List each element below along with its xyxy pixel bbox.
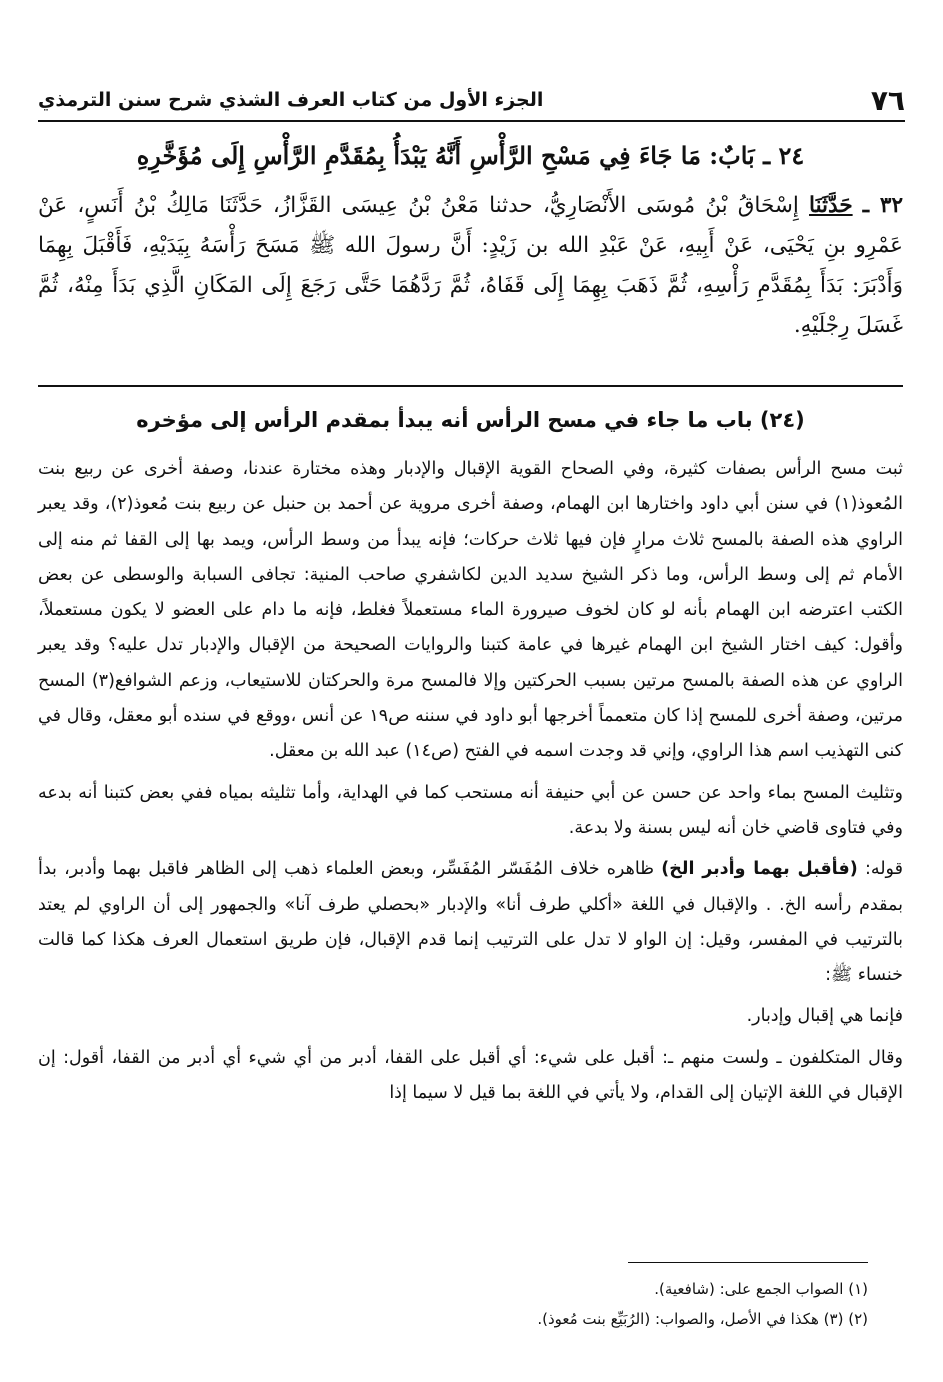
footnote-rule	[628, 1262, 868, 1263]
paragraph-3-quote: (فأقبل بهما وأدبر الخ)	[661, 859, 858, 880]
commentary-title: (٢٤) باب ما جاء في مسح الرأس أنه يبدأ بمقدم الرأس إلى مؤخره	[136, 408, 805, 432]
running-title: الجزء الأول من كتاب العرف الشذي شرح سنن الترمذي	[38, 89, 544, 111]
footnote-2: (٢) (٣) هكذا في الأصل، والصواب: (الرُبَيِّع بنت مُعوذ).	[537, 1310, 868, 1328]
hadith-block	[38, 138, 903, 346]
paragraph-3-lead: قوله:	[864, 859, 903, 880]
hadith-number: ٣٢ ـ	[862, 193, 903, 218]
footnote-1: (١) الصواب الجمع على: (شافعية).	[654, 1280, 868, 1298]
page-header	[38, 80, 905, 122]
hadith-body: إِسْحَاقُ بْنُ مُوسَى الأَنْصَارِيُّ، حدثنا مَعْنُ بْنُ عِيسَى القَزَّازُ، حَدَّثَنَا مَالِكُ بْنُ أَنَسٍ، عَنْ عَمْرِو بنِ يَحْيَى، عَنْ أَبِيهِ، عَنْ عَبْدِ الله بن زَيْدٍ: أَنَّ رسولَ الله ﷺ مَسَحَ رَأْسَهُ بِيَدَيْهِ، فَأَقْبَلَ بِهِمَا وَأَدْبَرَ: بَدَأَ بِمُقَدَّمِ رَأْسِهِ، ثُمَّ ذَهَبَ بِهِمَا إِلَى قَفَاهُ، ثُمَّ رَدَّهُمَا حَتَّى رَجَعَ إِلَى المَكَانِ الَّذِي بَدَأَ مِنْهُ، ثُمَّ غَسَلَ رِجْلَيْهِ.	[38, 193, 903, 338]
page-number: ٧٦	[870, 83, 905, 117]
chapter-title: ٢٤ ـ بَابٌ: مَا جَاءَ فِي مَسْحِ الرَّأْسِ أَنَّهُ يَبْدَأُ بِمُقَدَّمِ الرَّأْسِ إِلَى مُؤَخَّرِهِ	[136, 141, 805, 170]
commentary-paragraph-3	[38, 852, 903, 993]
commentary-paragraph-4: وقال المتكلفون ـ ولست منهم ـ: أقبل على شيء: أي أقبل على القفا، أدبر من أي شيء أي أدبر من القفا، أقول: إن الإقبال في اللغة الإتيان إلى القدام، ولا يأتي في اللغة بما قيل لا سيما إذا	[38, 1047, 903, 1104]
hadith-opening: حَدَّثَنَا	[809, 193, 853, 218]
paragraph-3-rest: ظاهره خلاف المُفَسّر المُفَسِّر، وبعض العلماء ذهب إلى الظاهر فاقبل بهما وأدبر، بدأ بمقدم رأسه الخ. . والإقبال في اللغة «أكلي طرف أنا» والإدبار «بحصلي طرف آنا» والجمهور إلى أن الراوي لم يعتد بالترتيب في المفسر، وقيل: إن الواو لا تدل على الترتيب إنما قدم الإقبال، فإن طريق استعمال العرف هكذا كما قالت خنساء ﷺ:	[38, 859, 903, 986]
commentary	[38, 400, 903, 1117]
verse-line: فإنما هي إقبال وإدبار.	[746, 1006, 903, 1027]
footnotes	[38, 1274, 868, 1334]
commentary-paragraph-2: وتثليث المسح بماء واحد عن حسن عن أبي حنيفة أنه مستحب كما في الهداية، وأما تثليثه بمياه ففي بعض كتبنا أنه بدعه وفي فتاوى قاضي خان أنه ليس بسنة ولا بدعة.	[38, 782, 903, 838]
commentary-paragraph-1: ثبت مسح الرأس بصفات كثيرة، وفي الصحاح القوية الإقبال والإدبار وهذه مختارة عندنا، وصفة أخرى عن ربيع بنت المُعوذ(١) في سنن أبي داود واختارها ابن الهمام، وصفة أخرى مروية عن أحمد بن حنبل عن ربيع بنت مُعوذ(٢)، وقد يعبر الراوي هذه الصفة بالمسح ثلاث مرارٍ فإن فيها ثلاث حركات؛ فإنه يبدأ من وسط الرأس، ويمد بها إلى القفا ثم منه إلى الأمام ثم إلى وسط الرأس، وما ذكر الشيخ سديد الدين لكاشفري صاحب المنية: تجافى السبابة والوسطى عن بعض الكتب اعترضه ابن الهمام بأنه لو كان لخوف صيرورة الماء مستعملاً فغلط، فإنه ما دام على العضو لا يكون مستعملاً، وأقول: كيف اختار الشيخ ابن الهمام غيرها في عامة كتبنا والروايات الصحيحة من الإقبال والإدبار تدل عليه؟ وقد يعبر الراوي عن هذه الصفة بالمسح مرتين بسبب الحركتين وإلا فالمسح مرة والحركتان للاستيعاب، وزعم الشوافع(٣) المسح مرتين، وصفة أخرى للمسح إذا كان متعمماً أخرجها أبو داود في سننه ص١٩ عن أنس ،ووقع في سنده أبو معقل، وقال في كنى التهذيب اسم هذا الراوي، وإني قد وجدت اسمه في الفتح (ص١٤) عبد الله بن معقل.	[38, 459, 903, 762]
hadith-text	[38, 186, 903, 346]
section-divider	[38, 385, 903, 387]
